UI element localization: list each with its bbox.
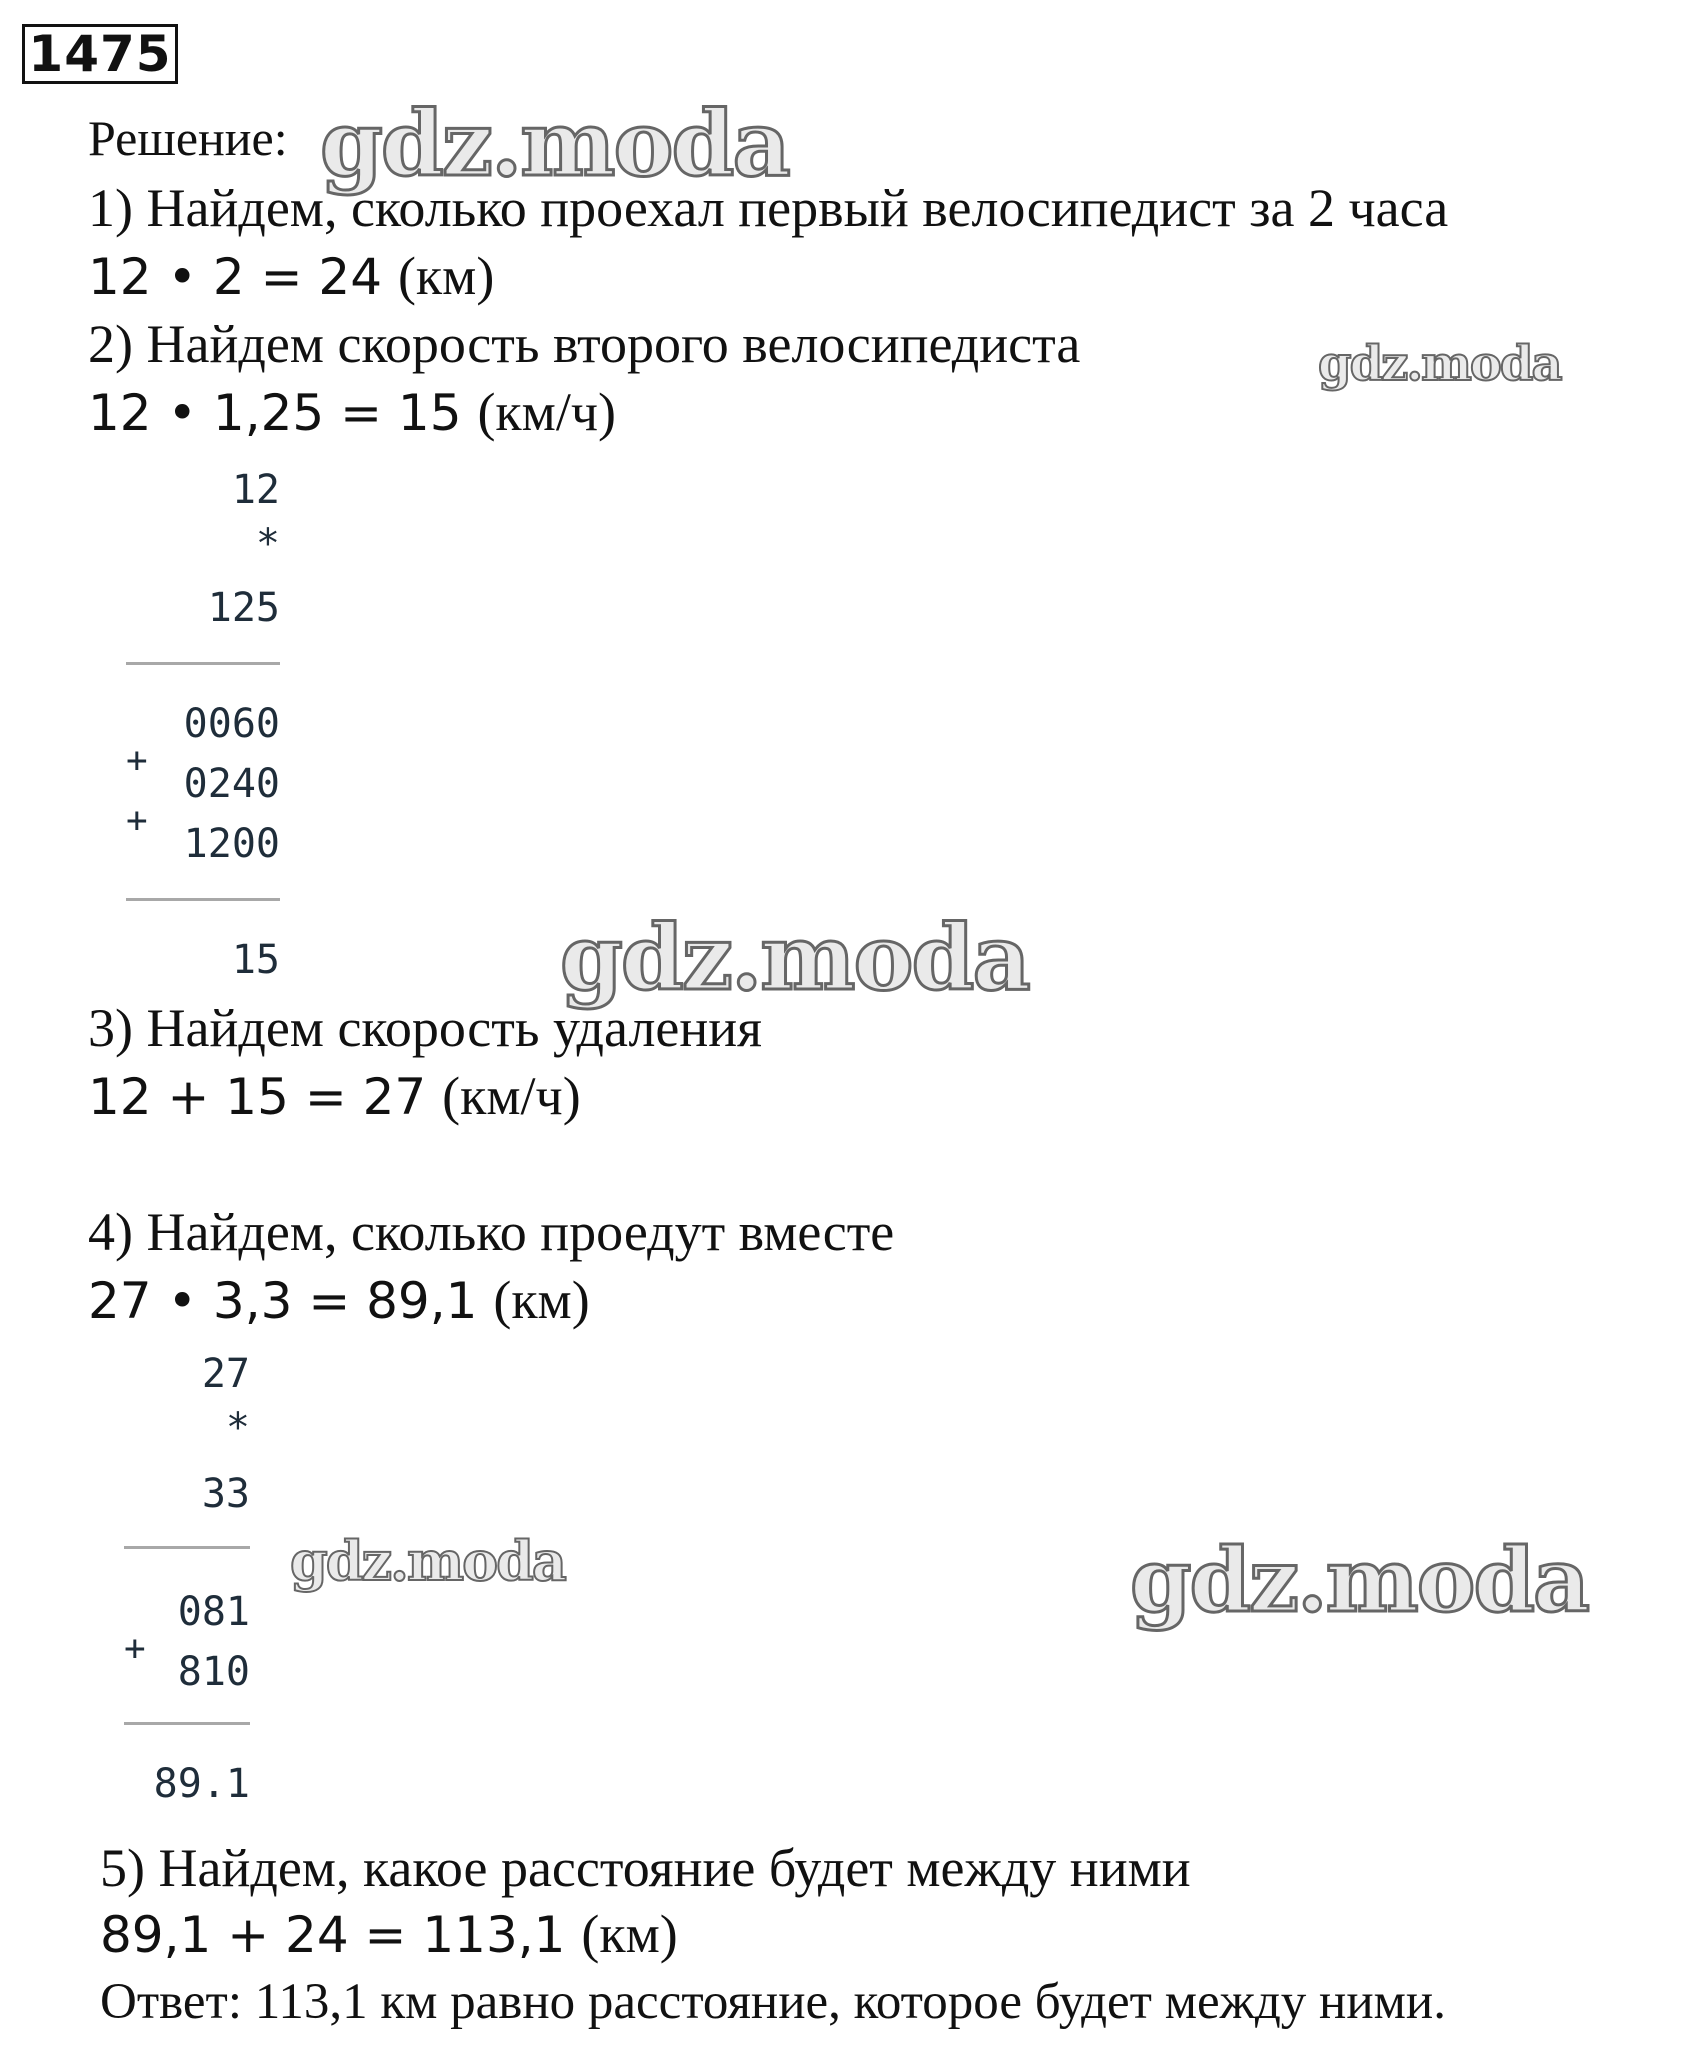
step-2-expression <box>88 382 616 443</box>
step-3-label: 3) Найдем скорость удаления <box>88 998 763 1058</box>
calc2-rule-bottom <box>124 1722 250 1725</box>
watermark-5: gdz.moda <box>1130 1528 1589 1632</box>
step-1-unit: (км) <box>397 246 495 306</box>
step-4-unit: (км) <box>493 1270 590 1330</box>
solution-heading: Решение: <box>88 110 288 166</box>
watermark-3: gdz.moda <box>560 905 1029 1011</box>
calc2-plus: + <box>124 1628 146 1669</box>
calc1-multiplier: 125 <box>207 585 280 631</box>
calc1-operator: * <box>255 521 280 567</box>
calc2-partial-2: 810 <box>177 1649 250 1695</box>
step-1-expr: 12 • 2 = 24 <box>88 248 383 306</box>
calc1-rule-bottom <box>126 898 280 901</box>
calc2-result: 89.1 <box>153 1761 250 1807</box>
calc1-rule-top <box>126 662 280 665</box>
calc1-plus-1: + <box>126 740 148 781</box>
watermark-1: gdz.moda <box>320 91 789 197</box>
step-3-expr: 12 + 15 = 27 <box>88 1068 427 1126</box>
step-5-expression <box>100 1904 678 1965</box>
step-5-label: 5) Найдем, какое расстояние будет между ними <box>100 1838 1191 1898</box>
calc1-partial-1: 0060 <box>183 701 280 747</box>
calc1-partial-2: 0240 <box>183 761 280 807</box>
step-3-expression <box>88 1066 581 1127</box>
calc2-multiplier: 33 <box>201 1471 250 1517</box>
calc1-plus-2: + <box>126 800 148 841</box>
step-1-expression <box>88 246 494 307</box>
calc2-rule-top <box>124 1546 250 1549</box>
step-3-unit: (км/ч) <box>442 1066 581 1126</box>
watermark-4: gdz.moda <box>290 1529 565 1593</box>
calc1-result: 15 <box>231 937 280 983</box>
step-2-expr: 12 • 1,25 = 15 <box>88 384 462 442</box>
calc1-partial-3: 1200 <box>183 821 280 867</box>
step-4-label: 4) Найдем, сколько проедут вместе <box>88 1202 895 1262</box>
step-1-label: 1) Найдем, сколько проехал первый велосипедист за 2 часа <box>88 178 1449 238</box>
step-2-label: 2) Найдем скорость второго велосипедиста <box>88 314 1081 374</box>
step-5-expr: 89,1 + 24 = 113,1 <box>100 1906 566 1964</box>
calc2-operator: * <box>225 1405 250 1451</box>
watermark-2: gdz.moda <box>1318 336 1561 392</box>
calc2-partial-1: 081 <box>177 1589 250 1635</box>
answer-line: Ответ: 113,1 км равно расстояние, которое будет между ними. <box>100 1974 1446 2030</box>
step-2-unit: (км/ч) <box>477 382 616 442</box>
step-4-expression <box>88 1270 590 1331</box>
step-4-expr: 27 • 3,3 = 89,1 <box>88 1272 478 1330</box>
task-number-badge: 1475 <box>22 24 178 84</box>
calc2-multiplicand: 27 <box>201 1351 250 1397</box>
calc1-multiplicand: 12 <box>231 467 280 513</box>
step-5-unit: (км) <box>581 1904 678 1964</box>
